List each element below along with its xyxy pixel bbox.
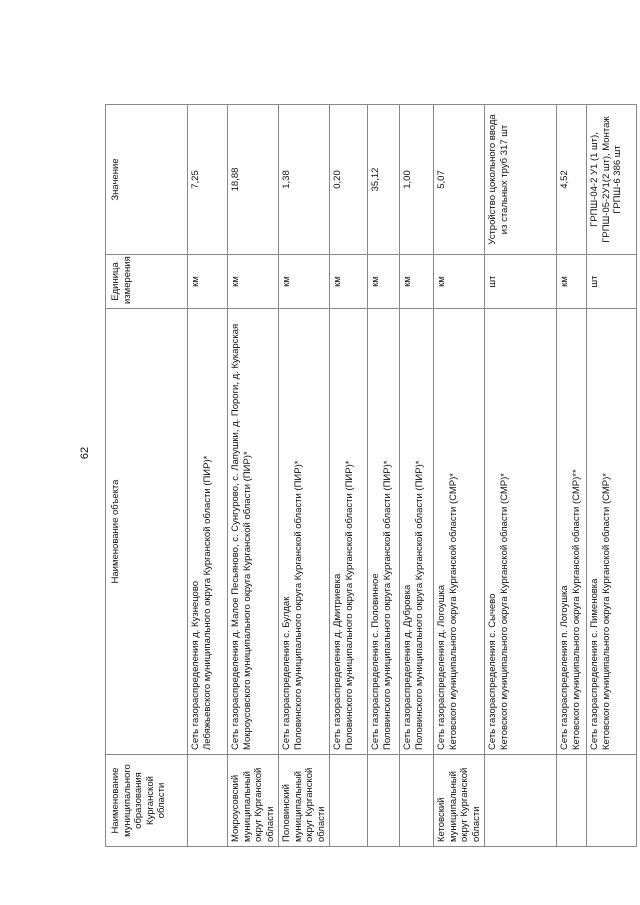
page-number: 62 xyxy=(79,446,91,460)
object-line1: Сеть газораспределения д. Кузнецово xyxy=(190,580,201,750)
table-row xyxy=(485,105,557,847)
unit-cell: км xyxy=(400,255,434,309)
object-line2: Лебяжьевского муниципального округа Курганской области (ПИР)* xyxy=(201,455,213,750)
table-row xyxy=(434,105,485,847)
object-line1: Сеть газораспределения с. Половинное xyxy=(370,573,381,750)
unit-cell: км xyxy=(228,255,279,309)
value-cell: 7,25 xyxy=(188,105,228,255)
object-line2: Половинского муниципального округа Курганской области (ПИР)* xyxy=(343,460,355,750)
table-row xyxy=(330,105,368,847)
unit-cell: шт xyxy=(485,255,557,309)
unit-cell: км xyxy=(434,255,485,309)
object-line2: Кетовского муниципального округа Курганской области (СМР)** xyxy=(570,469,582,750)
value-cell: 18,88 xyxy=(228,105,279,255)
object-line1: Сеть газораспределения п. Логоушка xyxy=(559,585,570,750)
value-cell: 5,07 xyxy=(434,105,485,255)
object-line1: Сеть газораспределения д. Дмитриевка xyxy=(332,573,343,750)
header-unit: Единица измерения xyxy=(106,255,188,309)
municipality-cell xyxy=(485,755,557,847)
municipality-cell xyxy=(330,755,368,847)
header-municipality: Наименование муниципального образования Курганской области xyxy=(106,755,188,847)
object-cell xyxy=(557,309,587,755)
table-header-row xyxy=(106,105,188,847)
value-cell: 0,20 xyxy=(330,105,368,255)
object-line2: Половинского муниципального округа Курганской области (ПИР)* xyxy=(413,460,425,750)
table-row xyxy=(557,105,587,847)
table-row xyxy=(279,105,330,847)
object-line2: Половинского муниципального округа Курганской области (ПИР)* xyxy=(381,460,393,750)
unit-cell: шт xyxy=(587,255,637,309)
object-line2: Кетовского муниципального округа Курганской области (СМР)* xyxy=(498,473,510,750)
object-line1: Сеть газораспределения д. Малое Песьяново, с. Сунгурово, с. Лапушки, д. Пороги, д. Кукарская Мокроусовского муниципального округа Курганской области (ПИР)* xyxy=(230,323,253,750)
object-cell xyxy=(400,309,434,755)
object-cell xyxy=(368,309,400,755)
municipality-cell xyxy=(587,755,637,847)
header-value: Значение xyxy=(106,105,188,255)
object-cell xyxy=(228,309,279,755)
municipality-cell: Половинский муниципальный округ Курганской области xyxy=(279,755,330,847)
value-cell: 4,52 xyxy=(557,105,587,255)
value-cell: ГРПШ-04-2 У1 (1 шт), ГРПШ-05-2У1(2 шт), Монтаж ГРПШ-6 386 шт xyxy=(587,105,637,255)
unit-cell: км xyxy=(279,255,330,309)
table-row xyxy=(188,105,228,847)
object-cell xyxy=(330,309,368,755)
table-row xyxy=(228,105,279,847)
gasification-table xyxy=(105,104,637,847)
unit-cell: км xyxy=(557,255,587,309)
object-line1: Сеть газораспределения д. Дубровка xyxy=(402,584,413,750)
unit-cell: км xyxy=(330,255,368,309)
unit-cell: км xyxy=(188,255,228,309)
table-row xyxy=(368,105,400,847)
unit-cell: км xyxy=(368,255,400,309)
table-row xyxy=(400,105,434,847)
municipality-cell xyxy=(557,755,587,847)
value-cell: Устройство цокольного ввода из стальных труб 317 шт xyxy=(485,105,557,255)
object-line1: Сеть газораспределения с. Булдак xyxy=(281,596,292,750)
object-cell xyxy=(587,309,637,755)
object-cell xyxy=(188,309,228,755)
object-line1: Сеть газораспределения с. Сычево xyxy=(487,593,498,750)
object-line2: Половинского муниципального округа Курганской области (ПИР)* xyxy=(292,460,304,750)
value-cell: 1,00 xyxy=(400,105,434,255)
municipality-cell xyxy=(188,755,228,847)
value-cell: 35,12 xyxy=(368,105,400,255)
municipality-cell xyxy=(368,755,400,847)
object-cell xyxy=(485,309,557,755)
header-object: Наименование объекта xyxy=(106,309,188,755)
municipality-cell: Мокроусовский муниципальный округ Курганской области xyxy=(228,755,279,847)
municipality-cell xyxy=(400,755,434,847)
object-line1: Сеть газораспределения с. Пименовка xyxy=(589,578,600,750)
value-cell: 1,38 xyxy=(279,105,330,255)
object-line2: Кетовского муниципального округа Курганской области (СМР)* xyxy=(600,473,612,750)
municipality-cell: Кетовский муниципальный округ Курганской области xyxy=(434,755,485,847)
table-row xyxy=(587,105,637,847)
object-cell xyxy=(279,309,330,755)
object-line1: Сеть газораспределения д. Логоушка xyxy=(436,584,447,750)
object-line2: Кетовского муниципального округа Курганской области (СМР)* xyxy=(447,473,459,750)
object-cell xyxy=(434,309,485,755)
rotated-table-container xyxy=(105,105,623,847)
